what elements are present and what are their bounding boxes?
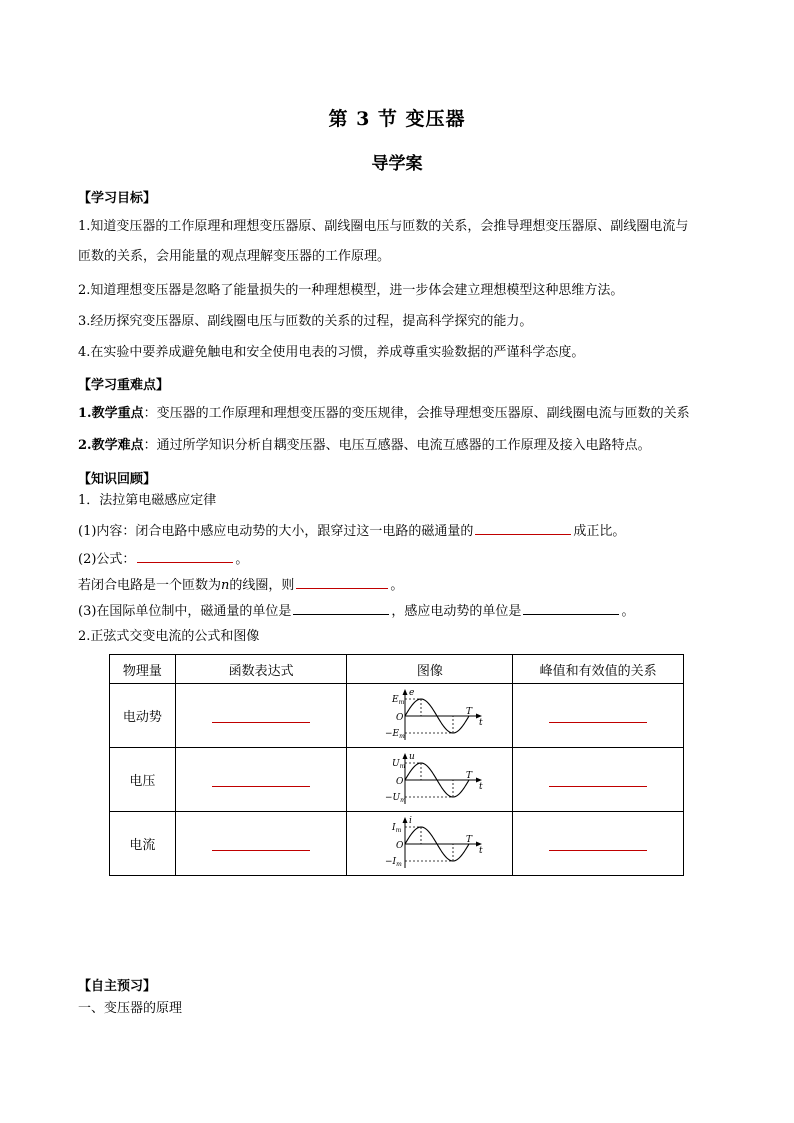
key-points-heading: 【学习重难点】 bbox=[78, 378, 170, 393]
unit-question bbox=[78, 600, 634, 621]
objective-line: 3.经历探究变压器原、副线圈电压与匝数的关系的过程，提高科学探究的能力。 bbox=[78, 314, 533, 329]
difficulty-text: ：通过所学知识分析自耦变压器、电压互感器、电流互感器的工作原理及接入电路特点。 bbox=[143, 438, 651, 453]
content-prefix: (1)内容：闭合电路中感应电动势的大小，跟穿过这一电路的磁通量的 bbox=[78, 524, 474, 539]
coil-prefix: 若闭合电路是一个匝数为 bbox=[78, 578, 222, 593]
y-axis-arrow bbox=[402, 817, 407, 823]
coil-var: n bbox=[221, 578, 230, 593]
teaching-focus bbox=[78, 405, 690, 423]
faraday-law-title: 1．法拉第电磁感应定律 bbox=[78, 493, 217, 508]
neg-peak-label: $-I_m$ bbox=[384, 856, 402, 868]
sine-graph bbox=[375, 687, 485, 745]
content-blank[interactable] bbox=[475, 520, 571, 535]
quantity-cell: 电流 bbox=[110, 812, 176, 876]
focus-label: 1.教学重点 bbox=[78, 406, 144, 421]
objective-line: 匝数的关系，会用能量的观点理解变压器的工作原理。 bbox=[78, 249, 391, 264]
quantity-cell: 电动势 bbox=[110, 684, 176, 748]
coil-suffix: 。 bbox=[390, 578, 404, 593]
col-quantity-header: 物理量 bbox=[110, 655, 176, 684]
objectives-heading: 【学习目标】 bbox=[78, 191, 157, 206]
origin-label: O bbox=[395, 712, 404, 723]
y-label: e bbox=[408, 687, 415, 698]
objective-line: 4.在实验中要养成避免触电和安全使用电表的习惯，养成尊重实验数据的严谨科学态度。 bbox=[78, 345, 585, 360]
preview-heading: 【自主预习】 bbox=[78, 979, 157, 994]
unit-suffix: 。 bbox=[621, 604, 635, 619]
y-axis-arrow bbox=[402, 689, 407, 695]
coil-mid: 的线圈，则 bbox=[229, 578, 295, 593]
formula-suffix: 。 bbox=[235, 552, 249, 567]
peak-rms-cell[interactable] bbox=[513, 812, 684, 876]
graph-cell bbox=[347, 684, 513, 748]
content-suffix: 成正比。 bbox=[573, 524, 626, 539]
period-label: T bbox=[465, 770, 472, 781]
col-expression-header: 函数表达式 bbox=[175, 655, 347, 684]
table-row bbox=[110, 812, 684, 876]
objective-line: 2.知道理想变压器是忽略了能量损失的一种理想模型，进一步体会建立理想模型这种思维方法。 bbox=[78, 283, 624, 298]
sine-graph bbox=[375, 815, 485, 873]
page-title: 第 3 节 变压器 bbox=[328, 108, 466, 130]
difficulty-label: 2.教学难点 bbox=[78, 438, 144, 453]
answer-blank[interactable] bbox=[212, 721, 310, 723]
table-header-row bbox=[110, 655, 684, 684]
neg-peak-label: $-E_m$ bbox=[384, 728, 405, 740]
peak-label: $E_m$ bbox=[391, 694, 405, 706]
sine-graph bbox=[375, 751, 485, 809]
formula-prefix: (2)公式： bbox=[78, 552, 136, 567]
unit-prefix: (3)在国际单位制中，磁通量的单位是 bbox=[78, 604, 292, 619]
period-label: T bbox=[465, 706, 472, 717]
y-label: i bbox=[408, 815, 412, 826]
origin-label: O bbox=[395, 776, 404, 787]
answer-blank[interactable] bbox=[212, 785, 310, 787]
page-subtitle: 导学案 bbox=[371, 154, 423, 174]
table-row bbox=[110, 684, 684, 748]
peak-rms-cell[interactable] bbox=[513, 748, 684, 812]
coil-blank[interactable] bbox=[296, 574, 388, 589]
neg-peak-label: $-U_m$ bbox=[384, 792, 406, 804]
emf-unit-blank[interactable] bbox=[523, 600, 619, 615]
content-question bbox=[78, 520, 625, 541]
focus-text: ：变压器的工作原理和理想变压器的变压规律，会推导理想变压器原、副线圈电流与匝数的关系 bbox=[143, 406, 690, 421]
peak-label: $U_m$ bbox=[391, 758, 406, 770]
teaching-difficulty bbox=[78, 437, 651, 455]
peak-label: $I_m$ bbox=[391, 822, 402, 834]
answer-blank[interactable] bbox=[549, 785, 647, 787]
quantity-cell: 电压 bbox=[110, 748, 176, 812]
expression-cell[interactable] bbox=[175, 812, 347, 876]
coil-question bbox=[78, 574, 403, 595]
y-label: u bbox=[408, 751, 415, 762]
y-axis-arrow bbox=[402, 753, 407, 759]
graph-cell bbox=[347, 748, 513, 812]
formula-blank[interactable] bbox=[137, 548, 233, 563]
col-graph-header: 图像 bbox=[347, 655, 513, 684]
table-row bbox=[110, 748, 684, 812]
preview-item: 一、变压器的原理 bbox=[78, 1001, 183, 1016]
expression-cell[interactable] bbox=[175, 748, 347, 812]
peak-rms-cell[interactable] bbox=[513, 684, 684, 748]
flux-unit-blank[interactable] bbox=[293, 600, 389, 615]
answer-blank[interactable] bbox=[549, 721, 647, 723]
period-label: T bbox=[465, 834, 472, 845]
review-heading: 【知识回顾】 bbox=[78, 472, 157, 487]
col-peak-rms-header: 峰值和有效值的关系 bbox=[513, 655, 684, 684]
formula-question bbox=[78, 548, 248, 569]
objective-line: 1.知道变压器的工作原理和理想变压器原、副线圈电压与匝数的关系，会推导理想变压器原、副线圈电流与 bbox=[78, 219, 689, 234]
answer-blank[interactable] bbox=[212, 849, 310, 851]
t-label: t bbox=[478, 845, 483, 856]
ac-table bbox=[109, 654, 684, 876]
expression-cell[interactable] bbox=[175, 684, 347, 748]
answer-blank[interactable] bbox=[549, 849, 647, 851]
t-label: t bbox=[478, 781, 483, 792]
unit-mid: ，感应电动势的单位是 bbox=[391, 604, 522, 619]
ac-title: 2.正弦式交变电流的公式和图像 bbox=[78, 629, 260, 644]
origin-label: O bbox=[395, 840, 404, 851]
t-label: t bbox=[478, 717, 483, 728]
graph-cell bbox=[347, 812, 513, 876]
